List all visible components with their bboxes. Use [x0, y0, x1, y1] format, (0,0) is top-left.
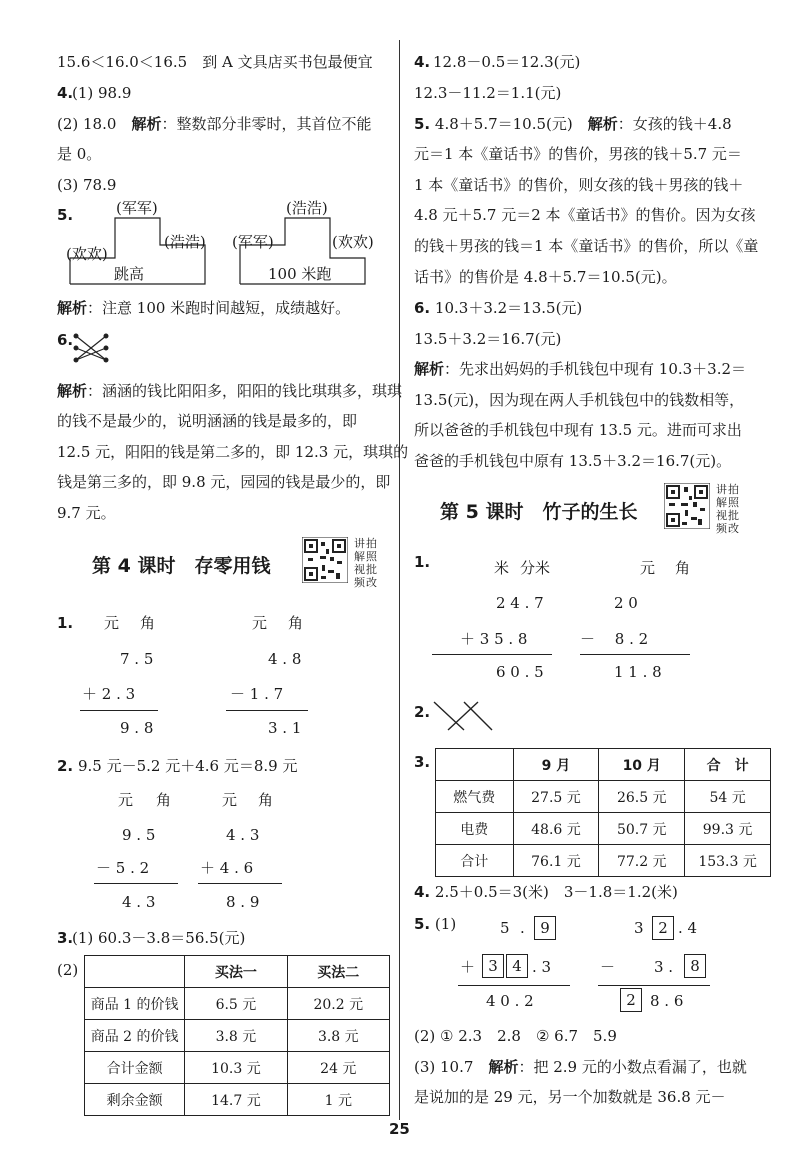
text-line: 12.8－0.5＝12.3(元)	[433, 53, 581, 71]
vertical-calc-row: 2 4 . 7	[496, 594, 544, 612]
text-line: 是说加的是 29 元，另一个加数就是 36.8 元－	[414, 1088, 726, 1106]
calc-digit: －	[600, 958, 616, 976]
podium-label: 100 米跑	[268, 265, 332, 283]
calc-line	[580, 654, 690, 655]
text-line: (1) 60.3－3.8＝56.5(元)	[72, 929, 246, 947]
vertical-calc-row: ＋ 4 . 6	[200, 859, 254, 877]
calc-line	[458, 985, 570, 986]
table-header-row	[436, 749, 771, 781]
text-line: (2)	[57, 961, 79, 979]
vertical-calc-row: 3 . 1	[268, 719, 302, 737]
table-header-cell	[436, 749, 514, 781]
vertical-calc-row: 2 0	[614, 594, 638, 612]
question-number: 4.	[57, 84, 74, 102]
page-number: 25	[389, 1120, 410, 1138]
vertical-calc-row: 4 . 3	[226, 826, 260, 844]
table-cell: 26.5 元	[599, 781, 685, 813]
answer-box: 8	[684, 954, 706, 978]
text-line: 的钱不是最少的，说明涵涵的钱是最多的，即	[57, 412, 358, 430]
matching-diagram	[432, 698, 494, 734]
table-cell: 合计金额	[85, 1052, 185, 1084]
calc-line	[80, 710, 158, 711]
table-cell: 3.8 元	[185, 1020, 287, 1052]
vertical-calc-row: 9 . 5	[122, 826, 156, 844]
calc-line	[94, 883, 178, 884]
podium-label: (欢欢)	[332, 233, 374, 251]
shopping-table	[84, 955, 390, 1116]
table-cell: 商品 2 的价钱	[85, 1020, 185, 1052]
table-cell: 剩余金额	[85, 1084, 185, 1116]
qr-caption: 讲拍解照视批频改	[716, 483, 740, 535]
table-header-cell: 10 月	[599, 749, 685, 781]
table-header-cell	[85, 956, 185, 988]
table-row	[436, 845, 771, 877]
podium-label: (浩浩)	[286, 199, 328, 217]
table-row	[85, 1020, 390, 1052]
answer-box: 2	[620, 988, 642, 1012]
calc-digit: 3 .	[654, 958, 674, 976]
table-row	[436, 813, 771, 845]
table-header-row	[85, 956, 390, 988]
column-header: 角	[258, 791, 274, 809]
text-line: (3) 10.7 解析：把 2.9 元的小数点看漏了，也就	[414, 1058, 747, 1076]
column-header: 分米	[520, 559, 551, 577]
text-line: 话书》的售价是 4.8＋5.7＝10.5(元)。	[414, 268, 677, 286]
question-number: 1.	[414, 553, 431, 571]
text-line: 解析：涵涵的钱比阳阳多，阳阳的钱比琪琪多，琪琪	[57, 382, 403, 400]
question-number: 3.	[57, 929, 74, 947]
table-header-cell: 买法二	[287, 956, 389, 988]
matching-diagram	[72, 330, 112, 370]
vertical-calc-row: 6 0 . 5	[496, 663, 544, 681]
calc-digit: ＋	[460, 958, 476, 976]
column-header: 元	[104, 614, 120, 632]
podium-label: (军军)	[232, 233, 274, 251]
text-line: (3) 78.9	[57, 176, 117, 194]
table-cell: 10.3 元	[185, 1052, 287, 1084]
table-cell: 商品 1 的价钱	[85, 988, 185, 1020]
table-header-cell: 9 月	[513, 749, 599, 781]
column-header: 角	[675, 559, 691, 577]
text-line: 元＝1 本《童话书》的售价，男孩的钱＋5.7 元＝	[414, 145, 742, 163]
text-line: 4.8 元＋5.7 元＝2 本《童话书》的售价。因为女孩	[414, 206, 756, 224]
table-cell: 3.8 元	[287, 1020, 389, 1052]
podium-label: (欢欢)	[66, 245, 108, 263]
podium-label: 跳高	[114, 265, 145, 283]
column-header: 元	[222, 791, 238, 809]
text-line: 解析：先求出妈妈的手机钱包中现有 10.3＋3.2＝	[414, 360, 747, 378]
vertical-calc-row: ＋ 2 . 3	[82, 685, 136, 703]
text-line: 解析：注意 100 米跑时间越短，成绩越好。	[57, 299, 351, 317]
vertical-calc-row: － 8 . 2	[580, 630, 649, 648]
text-line: (2) 18.0 解析：整数部分非零时，其首位不能	[57, 115, 372, 133]
text-line: 6. 10.3＋3.2＝13.5(元)	[414, 299, 583, 317]
table-cell: 24 元	[287, 1052, 389, 1084]
text-line: 是 0。	[57, 145, 102, 163]
calc-line	[198, 883, 282, 884]
question-number: 4.	[414, 53, 431, 71]
vertical-calc-row: 9 . 8	[120, 719, 154, 737]
text-line: 1 本《童话书》的售价，则女孩的钱＋男孩的钱＋	[414, 176, 744, 194]
text-line: 5. (1)	[414, 915, 457, 933]
column-header: 元	[252, 614, 268, 632]
table-header-cell: 合 计	[685, 749, 771, 781]
column-header: 角	[140, 614, 156, 632]
table-row	[436, 781, 771, 813]
text-line: 所以爸爸的手机钱包中现有 13.5 元。进而可求出	[414, 421, 742, 439]
text-line: (2) ① 2.3 2.8 ② 6.7 5.9	[414, 1027, 617, 1045]
vertical-calc-row: － 1 . 7	[230, 685, 284, 703]
column-header: 米	[494, 559, 510, 577]
vertical-calc-row: 8 . 9	[226, 893, 260, 911]
text-line: 12.5 元，阳阳的钱是第二多的，即 12.3 元，琪琪的	[57, 443, 409, 461]
table-cell: 50.7 元	[599, 813, 685, 845]
question-number: 1.	[57, 614, 74, 632]
calc-digit: 3	[634, 919, 644, 937]
text-line: 13.5(元)，因为现在两人手机钱包中的钱数相等，	[414, 391, 745, 409]
section-heading: 第 5 课时 竹子的生长	[440, 501, 638, 523]
qr-code-icon	[302, 537, 348, 583]
calc-digit: 5	[500, 919, 510, 937]
vertical-calc-row: 4 . 3	[122, 893, 156, 911]
question-number: 2.	[57, 757, 74, 775]
question-number: 3.	[414, 753, 431, 771]
text-line: 5. 4.8＋5.7＝10.5(元) 解析：女孩的钱＋4.8	[414, 115, 732, 133]
column-header: 角	[156, 791, 172, 809]
utility-table	[435, 748, 771, 877]
vertical-calc-row: 4 0 . 2	[486, 992, 534, 1010]
column-header: 元	[640, 559, 656, 577]
text-line: 钱是第三多的，即 9.8 元，园园的钱是最少的，即	[57, 473, 391, 491]
answer-box: 4	[506, 954, 528, 978]
vertical-calc-row: － 5 . 2	[96, 859, 150, 877]
table-cell: 99.3 元	[685, 813, 771, 845]
table-cell: 合计	[436, 845, 514, 877]
column-header: 元	[118, 791, 134, 809]
question-number: 5.	[57, 206, 74, 224]
calc-line	[598, 985, 710, 986]
text-line: 9.7 元。	[57, 504, 116, 522]
vertical-calc-row: 8 . 6	[650, 992, 684, 1010]
table-cell: 燃气费	[436, 781, 514, 813]
table-row	[85, 1052, 390, 1084]
column-header: 角	[288, 614, 304, 632]
text-line: 9.5 元－5.2 元＋4.6 元＝8.9 元	[78, 757, 298, 775]
text-line: 4. 2.5＋0.5＝3(米) 3－1.8＝1.2(米)	[414, 883, 678, 901]
calc-digit: . 4	[678, 919, 698, 937]
table-cell: 6.5 元	[185, 988, 287, 1020]
table-cell: 153.3 元	[685, 845, 771, 877]
table-row	[85, 988, 390, 1020]
text-line: 爸爸的手机钱包中原有 13.5＋3.2＝16.7(元)。	[414, 452, 732, 470]
calc-digit: .	[520, 919, 525, 937]
table-cell: 27.5 元	[513, 781, 599, 813]
table-cell: 77.2 元	[599, 845, 685, 877]
qr-code-icon	[664, 483, 710, 529]
vertical-calc-row: 4 . 8	[268, 650, 302, 668]
text-line: 15.6＜16.0＜16.5 到 A 文具店买书包最便宜	[57, 53, 373, 71]
text-line: 的钱＋男孩的钱＝1 本《童话书》的售价，所以《童	[414, 237, 759, 255]
table-cell: 48.6 元	[513, 813, 599, 845]
calc-line	[432, 654, 552, 655]
table-row	[85, 1084, 390, 1116]
podium-label: (浩浩)	[164, 233, 206, 251]
question-number: 2.	[414, 703, 431, 721]
section-heading: 第 4 课时 存零用钱	[92, 555, 271, 577]
text-line: 12.3－11.2＝1.1(元)	[414, 84, 562, 102]
table-header-cell: 买法一	[185, 956, 287, 988]
question-number: 6.	[57, 331, 74, 349]
table-cell: 1 元	[287, 1084, 389, 1116]
text-line: 13.5＋3.2＝16.7(元)	[414, 330, 562, 348]
vertical-calc-row: ＋ 3 5 . 8	[460, 630, 528, 648]
answer-box: 3	[482, 954, 504, 978]
podium-label: (军军)	[116, 199, 158, 217]
table-cell: 20.2 元	[287, 988, 389, 1020]
table-cell: 76.1 元	[513, 845, 599, 877]
qr-caption: 讲拍解照视批频改	[354, 537, 378, 589]
vertical-calc-row: 7 . 5	[120, 650, 154, 668]
vertical-calc-row: 1 1 . 8	[614, 663, 662, 681]
table-cell: 14.7 元	[185, 1084, 287, 1116]
text-line: (1) 98.9	[72, 84, 132, 102]
calc-line	[226, 710, 308, 711]
table-cell: 电费	[436, 813, 514, 845]
answer-box: 2	[652, 916, 674, 940]
answer-box: 9	[534, 916, 556, 940]
calc-digit: . 3	[532, 958, 552, 976]
table-cell: 54 元	[685, 781, 771, 813]
